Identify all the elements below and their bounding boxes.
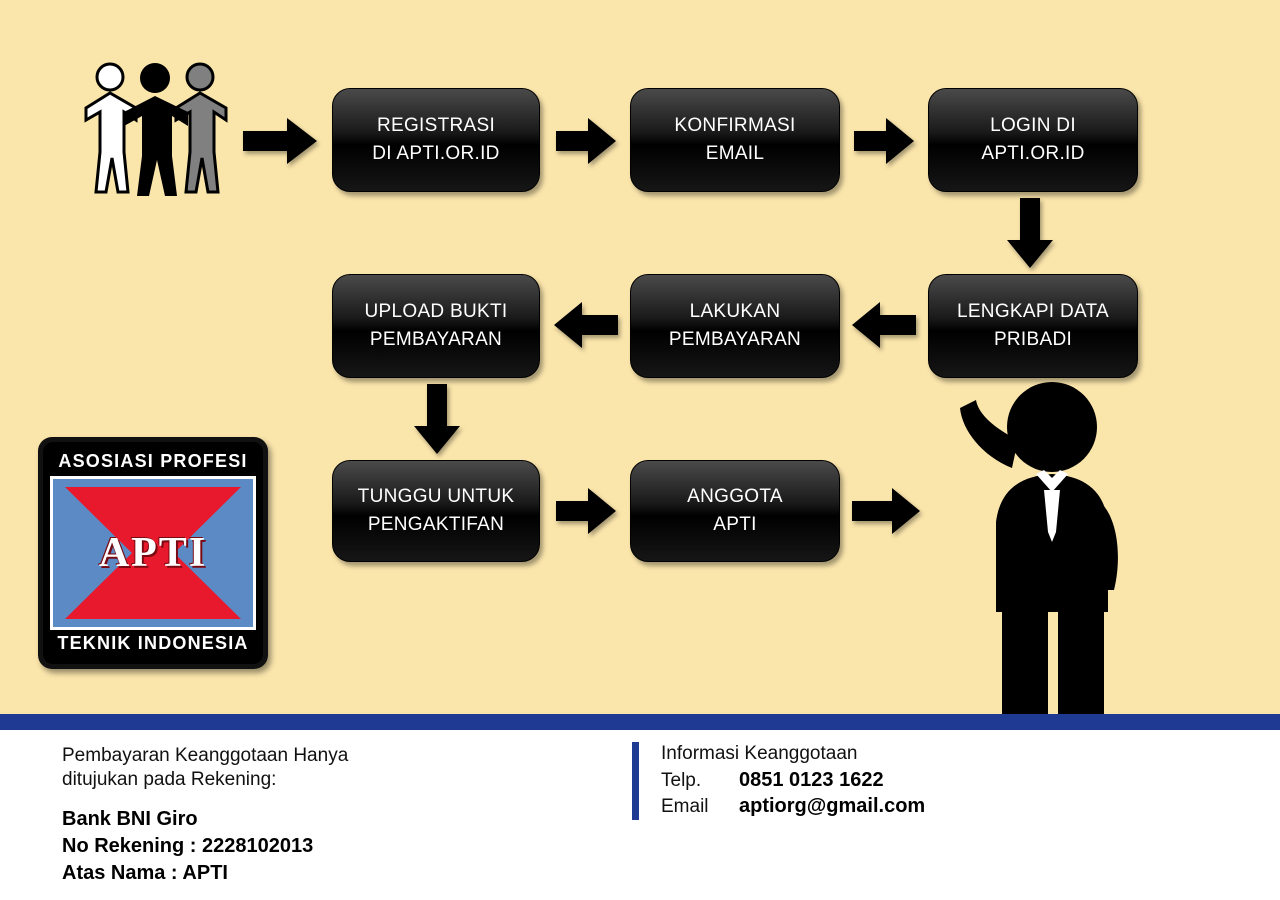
flow-step-anggota-line2: APTI [713,514,757,535]
flow-step-lengkapi-data[interactable] [928,274,1138,378]
arrow-left-icon-1 [852,302,916,348]
logo-bottom-text: TEKNIK INDONESIA [57,633,249,653]
saluting-person-icon [940,382,1155,722]
flow-step-registrasi[interactable] [332,88,540,192]
payment-note-line2: ditujukan pada Rekening: [62,768,277,790]
logo-word: APTI [98,530,208,576]
flow-step-upload-bukti-line2: PEMBAYARAN [369,329,503,350]
contact-email-row [661,793,1221,820]
flow-step-konfirmasi-line1: KONFIRMASI [674,115,796,137]
phone-label: Telp. [661,769,702,791]
flow-step-login-line1: LOGIN DI [990,115,1076,137]
arrow-right-icon-2 [556,118,616,164]
flow-step-tunggu-line1: TUNGGU UNTUK [357,486,515,508]
flow-step-upload-bukti[interactable] [332,274,540,378]
flow-step-tunggu[interactable] [332,460,540,562]
flow-step-lakukan-pembayaran-line1: LAKUKAN [689,301,781,323]
apti-logo [38,437,268,669]
account-holder: Atas Nama : APTI [62,861,228,884]
bank-name: Bank BNI Giro [62,807,198,830]
email-value: aptiorg@gmail.com [739,795,926,818]
contact-title: Informasi Keanggotaan [661,743,858,764]
flow-step-anggota-line1: ANGGOTA [687,486,783,508]
arrow-down-icon-2 [414,384,460,454]
flow-step-tunggu-line2: PENGAKTIFAN [367,514,505,535]
three-people-icon [72,60,240,200]
flow-step-registrasi-line1: REGISTRASI [376,115,496,137]
arrow-left-icon-2 [554,302,618,348]
flow-step-lakukan-pembayaran[interactable] [630,274,840,378]
flow-step-upload-bukti-line1: UPLOAD BUKTI [364,301,508,323]
footer [0,730,1280,900]
flow-step-lengkapi-data-line1: LENGKAPI DATA [956,301,1110,323]
email-label: Email [661,796,709,818]
arrow-right-icon-3 [854,118,914,164]
flow-step-lengkapi-data-line2: PRIBADI [993,329,1073,350]
flow-step-anggota[interactable] [630,460,840,562]
flow-step-konfirmasi[interactable] [630,88,840,192]
account-number: No Rekening : 2228102013 [62,834,314,857]
arrow-right-icon-5 [852,488,920,534]
logo-emblem [50,476,256,630]
footer-payment-block [62,744,582,887]
flow-step-registrasi-line2: DI APTI.OR.ID [372,143,500,164]
flow-step-konfirmasi-line2: EMAIL [705,143,765,164]
blue-divider-bar [0,714,1280,730]
flow-step-login-line2: APTI.OR.ID [981,143,1085,164]
flow-step-login[interactable] [928,88,1138,192]
arrow-down-icon-1 [1007,198,1053,268]
payment-note-line1: Pembayaran Keanggotaan Hanya [62,745,349,766]
arrow-right-icon-4 [556,488,616,534]
arrow-right-icon-1 [243,118,317,164]
logo-top-text: ASOSIASI PROFESI [58,451,248,471]
phone-value: 0851 0123 1622 [739,768,884,791]
contact-phone-row [661,767,1221,794]
flow-step-lakukan-pembayaran-line2: PEMBAYARAN [668,329,802,350]
footer-contact-block [632,742,1221,820]
